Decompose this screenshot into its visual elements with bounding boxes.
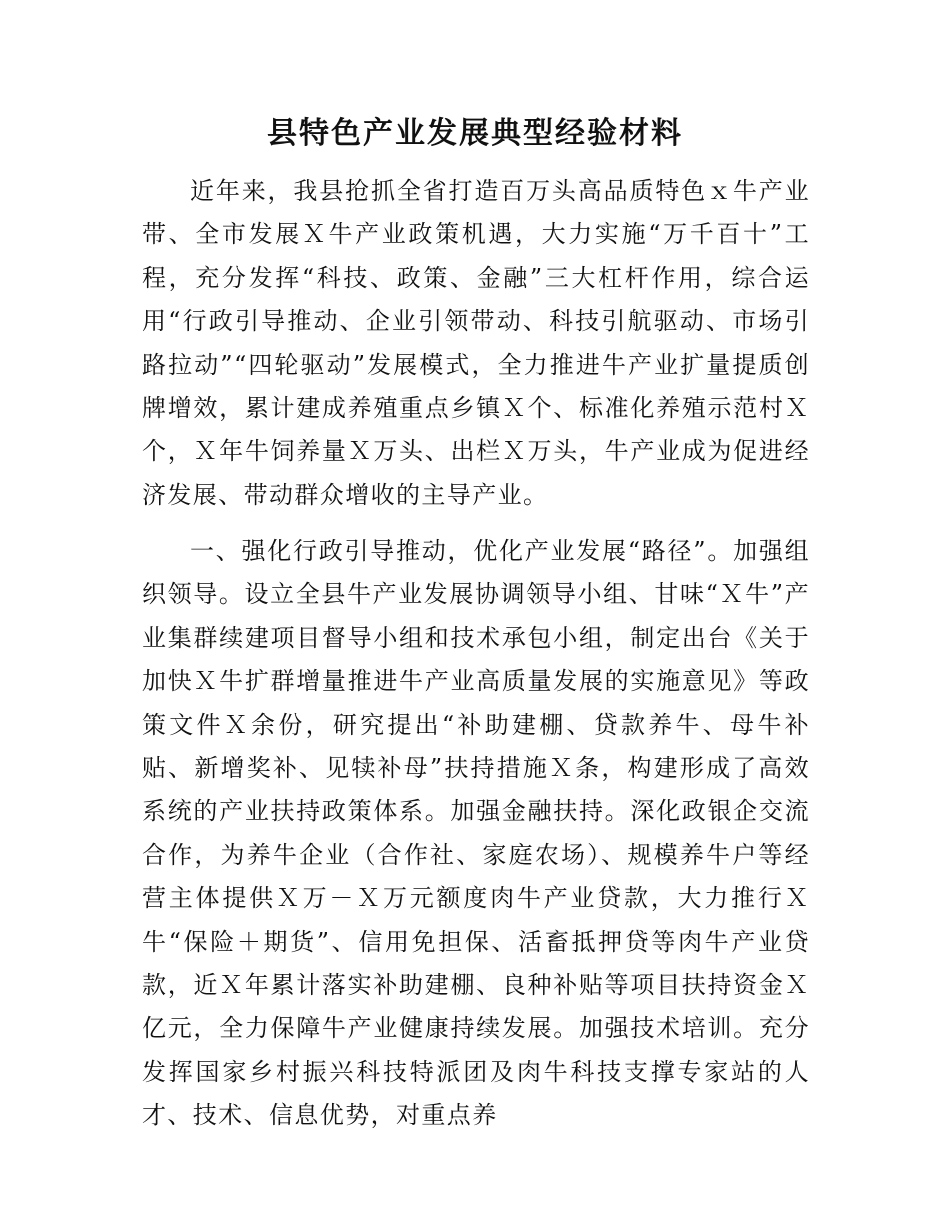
document-title: 县特色产业发展典型经验材料 (267, 116, 683, 151)
paragraph-section-one: 一、强化行政引导推动，优化产业发展“路径”。加强组织领导。设立全县牛产业发展协调领导小组、甘味“Ｘ牛”产业集群续建项目督导小组和技术承包小组，制定出台《关于加快Ｘ牛扩群增量推进牛产业高质量发展的实施意见》等政策文件Ｘ余份，研究提出“补助建棚、贷款养牛、母牛补贴、新增奖补、见犊补母”扶持措施Ｘ条，构建形成了高效系统的产业扶持政策体系。加强金融扶持。深化政银企交流合作，为养牛企业（合作社、家庭农场）、规模养牛户等经营主体提供Ｘ万－Ｘ万元额度肉牛产业贷款，大力推行Ｘ牛“保险＋期货”、信用免担保、活畜抵押贷等肉牛产业贷款，近Ｘ年累计落实补助建棚、良种补贴等项目扶持资金Ｘ亿元，全力保障牛产业健康持续发展。加强技术培训。充分发挥国家乡村振兴科技特派团及肉牛科技支撑专家站的人才、技术、信息优势，对重点养 (142, 537, 810, 1130)
paragraph-intro: 近年来，我县抢抓全省打造百万头高品质特色ｘ牛产业带、全市发展Ｘ牛产业政策机遇，大力实施“万千百十”工程，充分发挥“科技、政策、金融”三大杠杆作用，综合运用“行政引导推动、企业引领带动、科技引航驱动、市场引路拉动”“四轮驱动”发展模式，全力推进牛产业扩量提质创牌增效，累计建成养殖重点乡镇Ｘ个、标准化养殖示范村Ｘ个，Ｘ年牛饲养量Ｘ万头、出栏Ｘ万头，牛产业成为促进经济发展、带动群众增收的主导产业。 (142, 177, 810, 509)
